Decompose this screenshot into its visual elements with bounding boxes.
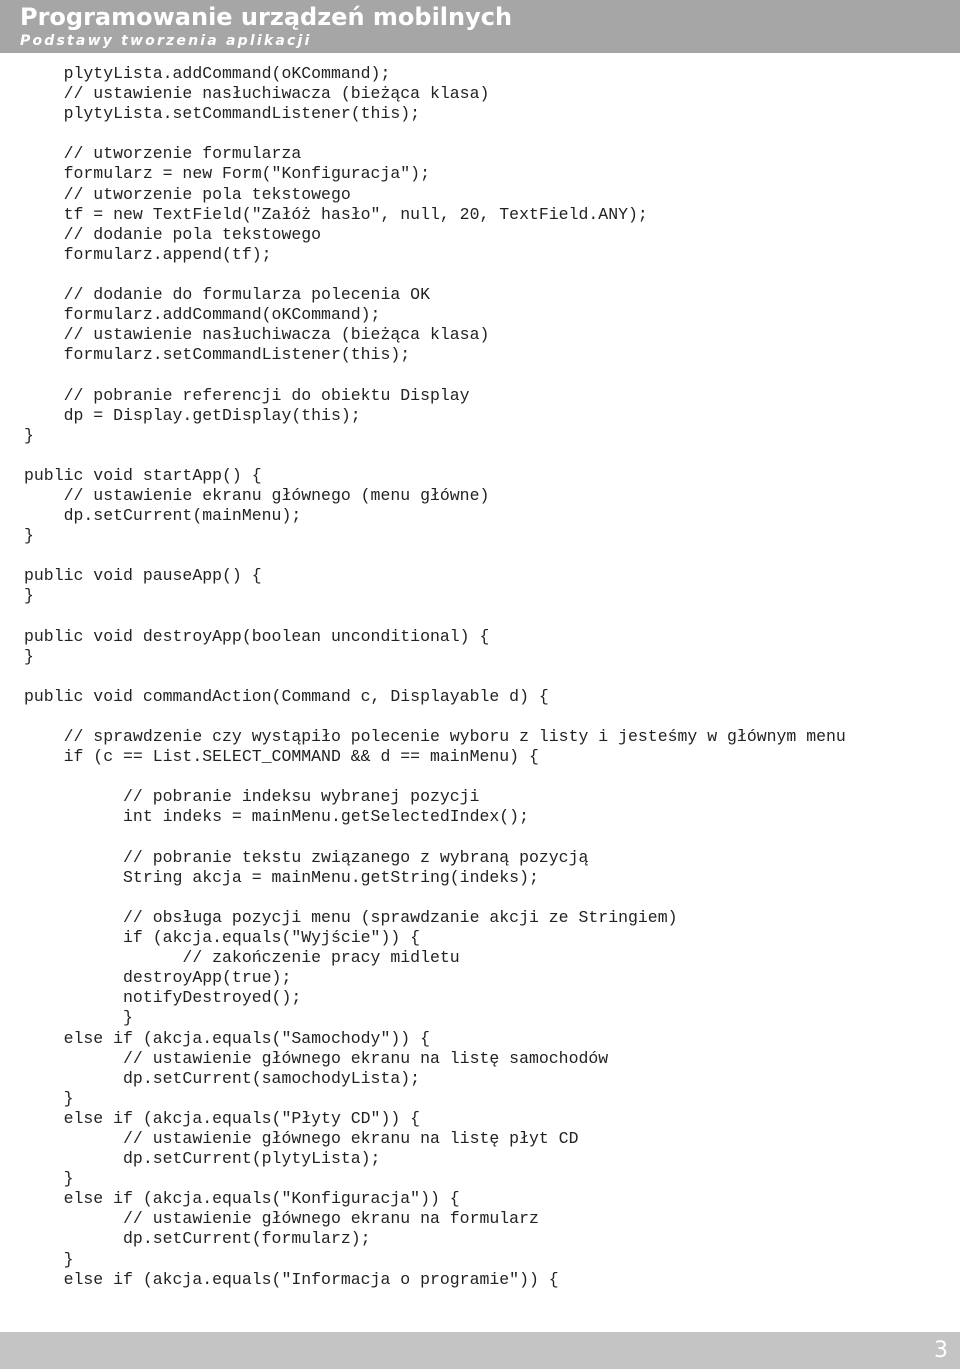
code-line: public void commandAction(Command c, Displayable d) {	[24, 686, 549, 706]
code-line: public void pauseApp() {	[24, 566, 262, 586]
page-number: 3	[934, 1338, 948, 1363]
page-footer	[0, 1332, 960, 1369]
code-line: public void startApp() {	[24, 465, 262, 485]
code-line: plytyLista.setCommandListener(this);	[24, 104, 421, 124]
code-line: dp.setCurrent(mainMenu);	[24, 506, 302, 526]
code-line: // obsługa pozycji menu (sprawdzanie akcji ze Stringiem)	[24, 907, 678, 927]
code-line: dp.setCurrent(plytyLista);	[24, 1149, 381, 1169]
code-line	[24, 888, 944, 908]
code-line: destroyApp(true);	[24, 968, 292, 988]
code-line: formularz = new Form("Konfiguracja");	[24, 164, 430, 184]
code-line: // ustawienie głównego ekranu na listę samochodów	[24, 1048, 609, 1068]
code-line: // pobranie referencji do obiektu Display	[24, 385, 470, 405]
code-line	[24, 767, 944, 787]
code-line	[24, 828, 944, 848]
code-line	[24, 607, 944, 627]
code-line: }	[24, 1169, 74, 1189]
code-line	[24, 667, 944, 687]
code-line: if (akcja.equals("Wyjście")) {	[24, 928, 421, 948]
code-line: // pobranie tekstu związanego z wybraną pozycją	[24, 847, 589, 867]
code-line: else if (akcja.equals("Informacja o programie")) {	[24, 1269, 559, 1289]
code-line: }	[24, 1088, 74, 1108]
code-listing	[24, 64, 944, 1290]
code-line: // dodanie pola tekstowego	[24, 224, 322, 244]
code-line: formularz.setCommandListener(this);	[24, 345, 411, 365]
code-line	[24, 446, 944, 466]
code-line: // utworzenie formularza	[24, 144, 302, 164]
code-line	[24, 265, 944, 285]
code-line: tf = new TextField("Załóż hasło", null, 20, TextField.ANY);	[24, 204, 648, 224]
code-line	[24, 546, 944, 566]
code-line: // ustawienie ekranu głównego (menu główne)	[24, 485, 490, 505]
code-line	[24, 365, 944, 385]
page-header	[0, 0, 960, 53]
code-line: // pobranie indeksu wybranej pozycji	[24, 787, 480, 807]
code-line: String akcja = mainMenu.getString(indeks);	[24, 867, 539, 887]
code-line: public void destroyApp(boolean unconditional) {	[24, 626, 490, 646]
code-line: dp = Display.getDisplay(this);	[24, 405, 361, 425]
code-line: // dodanie do formularza polecenia OK	[24, 285, 430, 305]
code-line: }	[24, 586, 34, 606]
code-line: plytyLista.addCommand(oKCommand);	[24, 64, 391, 83]
code-line: }	[24, 646, 34, 666]
code-line: }	[24, 1249, 74, 1269]
code-line	[24, 124, 944, 144]
code-line: // sprawdzenie czy wystąpiło polecenie wyboru z listy i jesteśmy w głównym menu	[24, 727, 846, 747]
code-line: if (c == List.SELECT_COMMAND && d == mainMenu) {	[24, 747, 539, 767]
code-line: // ustawienie nasłuchiwacza (bieżąca klasa)	[24, 84, 490, 104]
code-line	[24, 707, 944, 727]
code-line: // ustawienie głównego ekranu na formularz	[24, 1209, 539, 1229]
code-line: // utworzenie pola tekstowego	[24, 184, 351, 204]
code-line: // ustawienie głównego ekranu na listę płyt CD	[24, 1128, 579, 1148]
code-line: }	[24, 1008, 133, 1028]
code-line: // ustawienie nasłuchiwacza (bieżąca klasa)	[24, 325, 490, 345]
code-line: }	[24, 526, 34, 546]
code-line: formularz.append(tf);	[24, 244, 272, 264]
code-line: notifyDestroyed();	[24, 988, 302, 1008]
code-line: int indeks = mainMenu.getSelectedIndex();	[24, 807, 529, 827]
header-subtitle: Podstawy tworzenia aplikacji	[20, 33, 312, 49]
code-line: dp.setCurrent(formularz);	[24, 1229, 371, 1249]
code-line: formularz.addCommand(oKCommand);	[24, 305, 381, 325]
code-line: // zakończenie pracy midletu	[24, 948, 460, 968]
code-line: else if (akcja.equals("Konfiguracja")) {	[24, 1189, 460, 1209]
code-line: dp.setCurrent(samochodyLista);	[24, 1068, 421, 1088]
header-title: Programowanie urządzeń mobilnych	[20, 3, 513, 31]
code-line: else if (akcja.equals("Płyty CD")) {	[24, 1108, 421, 1128]
code-line: }	[24, 425, 34, 445]
code-line: else if (akcja.equals("Samochody")) {	[24, 1028, 430, 1048]
